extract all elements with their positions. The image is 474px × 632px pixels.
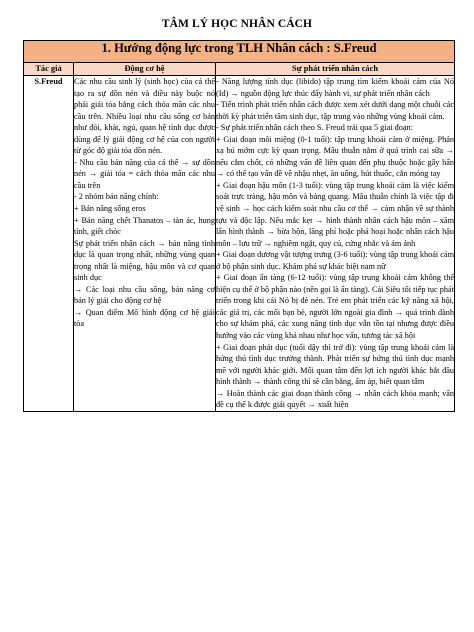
dongco-paragraph: Các nhu cầu sinh lý (sinh học) của cá thể tạo ra sự dồn nén và điều này buộc nó phải giải tỏa bằng cách thỏa mãn các nhu cầu trên. Nhiều loại nhu cầu sống cơ bản như đói, khát, ngủ, quan hệ tình dục được dùng để lý giải động cơ hệ của con người từ góc độ giải tỏa dồn nén. bbox=[74, 77, 215, 156]
sptr-paragraph: - Sự phát triển nhân cách theo S. Freud trải qua 5 giai đoạn: bbox=[216, 123, 413, 133]
dongco-paragraph: → Quan điểm Mô hình động cơ hệ giải tỏa bbox=[74, 307, 215, 329]
dongco-paragraph: + Bản năng sống eros bbox=[74, 204, 146, 214]
dongco-paragraph: - Nhu cầu bản năng của cá thể → sự dồn nén → giải tỏa = cách thỏa mãn các nhu cầu trên bbox=[74, 157, 215, 190]
header-dong-co-he: Động cơ hệ bbox=[74, 63, 216, 76]
author-cell: S.Freud bbox=[24, 76, 74, 412]
dongco-paragraph: Sự phát triển nhân cách → bản năng tình dục là quan trọng nhất, những vùng quan trọng nhất là miệng, hậu môn và cơ quan sinh dục bbox=[74, 238, 215, 283]
header-su-phat-trien: Sự phát triển nhân cách bbox=[216, 63, 455, 76]
content-table bbox=[23, 40, 455, 412]
sptr-paragraph: + Giai đoạn hậu môn (1-3 tuổi): vùng tập trung khoái cảm là việc kiểm soát trực tràng, hậu môn và bàng quang. Mâu thuẫn chính là việc tập đi vệ sinh → học cách kiểm soát nhu cầu cơ thể → cảm nhận về sự thành tựu và độc lập. Nếu mắc kẹt → hình thành nhân cách hậu môn – xăm lấn hình thành → bừa bộn, lãng phí hoặc phá hoại hoặc nhân cách hậu môn – lưu trữ → nghiêm ngặt, quy củ, cứng nhắc và ám ảnh bbox=[216, 180, 454, 248]
section-title: 1. Hướng động lực trong TLH Nhân cách : S.Freud bbox=[24, 41, 455, 63]
table-header-row bbox=[24, 63, 455, 76]
sptr-paragraph: - Năng lượng tính dục (libido) tập trung tìm kiếm khoái cảm của Nó (Id) → nguồn động lực thúc đẩy hành vi, sự phát triển nhân cách bbox=[216, 77, 454, 98]
dongco-paragraph: - 2 nhóm bản năng chính: bbox=[74, 192, 159, 202]
section-title-row bbox=[24, 41, 455, 63]
sptr-paragraph: + Giai đoạn dương vật tượng trưng (3-6 tuổi): vùng tập trung khoái cảm ở bộ phận sinh dục. Khám phá sự khác biệt nam nữ bbox=[216, 250, 454, 271]
sptr-paragraph: → Hoàn thành các giai đoạn thành công → nhân cách khỏa mạnh; vấn đề cụ thể k được giải quyết → xuất hiện bbox=[216, 388, 454, 410]
dongco-paragraph: + Bản năng chết Thanatos – tàn ác, hung tính, giết chóc bbox=[74, 215, 215, 237]
sptr-paragraph: + Giai đoạn môi miệng (0-1 tuổi): tập trung khoái cảm ở miệng. Phản xạ bú mớm cực kỳ quan trọng. Mâu thuẫn nằm ở quá trình cai sữa → nếu cắm chốt, có những vấn đề liên quan đến phụ thuộc hoặc gây hấn → có thể tạo vấn đề về nhậu nhẹt, ăn uống, hút thuốc, cắn móng tay bbox=[216, 134, 454, 179]
table-row bbox=[24, 76, 455, 412]
document-title: TÂM LÝ HỌC NHÂN CÁCH bbox=[161, 18, 313, 30]
header-tac-gia: Tác giả bbox=[24, 63, 74, 76]
su-phat-trien-cell bbox=[216, 76, 455, 412]
dong-co-he-cell bbox=[74, 76, 216, 412]
sptr-paragraph: + Giai đoạn ẩn tàng (6-12 tuổi): vùng tập trung khoái cảm không thể hiện cụ thể ở bộ phận nào (nên gọi là ẩn tàng). Cái Siêu tôi tiếp tục phát triển trong khi cái Nó bị đè nén. Trẻ em phát triển các kỹ năng xã hội, các giá trị, các mối bạn bè, người lớn ngoài gia đình → quá trình dành cho sự khám phá, các xung năng tình dục vẫn tồn tại nhưng được điều hướng vào các vùng khá nhau như học vấn, tương tác xã hội bbox=[216, 273, 454, 341]
sptr-paragraph: + Giai đoạn phát dục (tuổi dậy thì trở đi): vùng tập trung khoái cảm là hứng thú tình dục trưởng thành. Phát triển sự hứng thú tình dục mạnh mẽ với người khác giới. Mối quan tâm đến lợi ích người khác bắt đầu hình thành → thành công thì sẽ cân bằng, ấm áp, biết quan tâm bbox=[216, 342, 454, 387]
dongco-paragraph: → Các loại nhu cầu sống, bản năng cơ bản lý giải cho động cơ hệ bbox=[74, 284, 215, 306]
sptr-paragraph: - Tiến trình phát triển nhân cách được xem xét dưới dạng một chuỗi các thời kỳ phát triển tâm sinh dục, tập trung vào những vùng khoái cảm. bbox=[216, 100, 454, 121]
